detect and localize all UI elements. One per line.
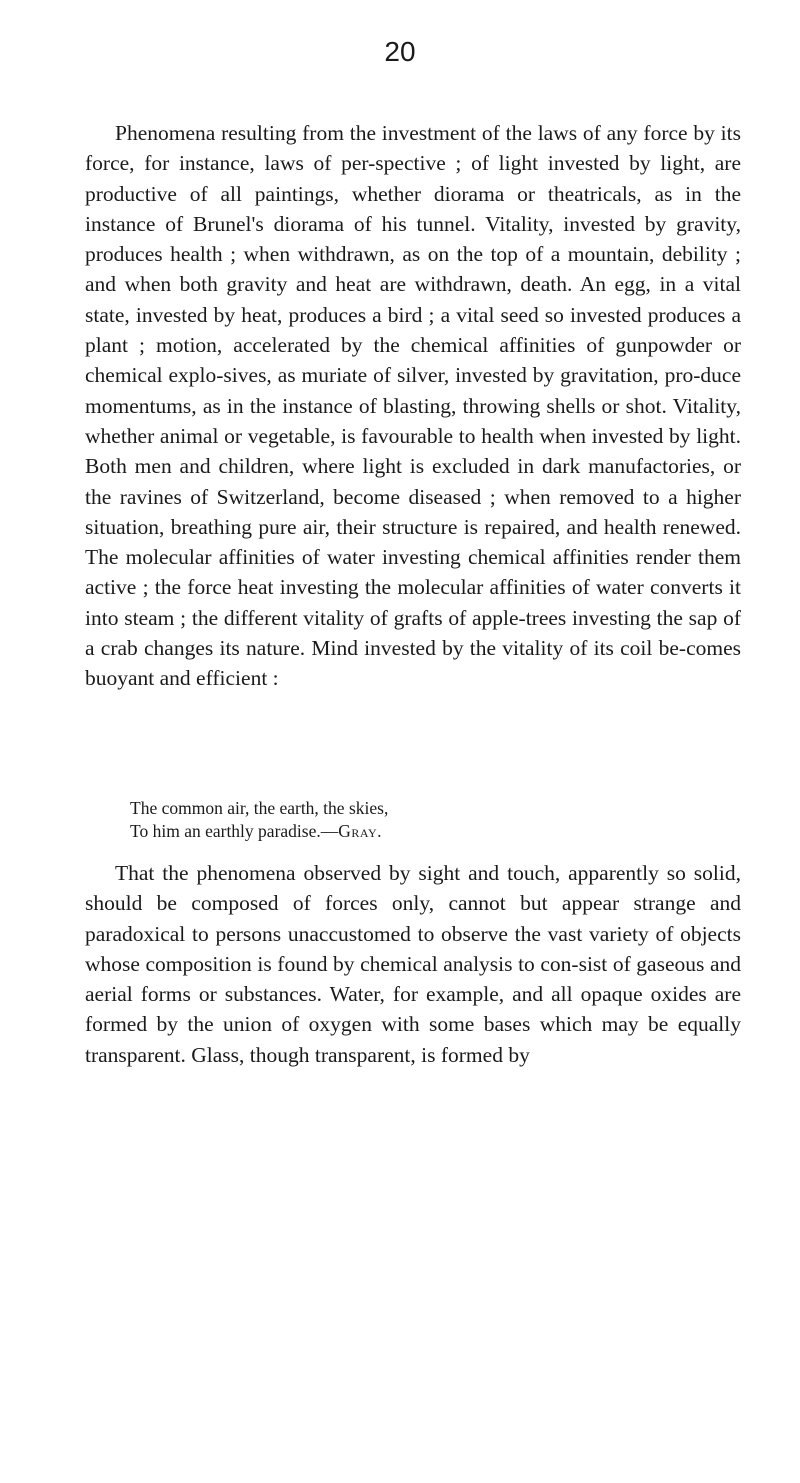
quote-line-2 [130, 820, 730, 843]
quote-line-1: The common air, the earth, the skies, [130, 798, 389, 818]
page-number: 20 [384, 36, 416, 67]
poem-quotation [130, 797, 730, 843]
paragraph-sight-touch: That the phenomena observed by sight and touch, apparently so solid, should be composed of forces only, cannot but appear strange and paradoxical to persons unaccustomed to observe the vast variety of objects whose composition is found by chemical analysis to con-sist of gaseous and aerial forms or substances. Water, for example, and all opaque oxides are formed by the union of oxygen with some bases which may be equally transparent. Glass, though transparent, is formed by [85, 861, 741, 1067]
quote-attribution: Gray. [338, 821, 382, 841]
paragraph-phenomena: Phenomena resulting from the investment of the laws of any force by its force, for instance, laws of per-spective ; of light invested by light, are productive of all paintings, whether diorama or theatricals, as in the instance of Brunel's diorama of his tunnel. Vitality, invested by gravity, produces health ; when withdrawn, as on the top of a mountain, debility ; and when both gravity and heat are withdrawn, death. An egg, in a vital state, invested by heat, produces a bird ; a vital seed so invested produces a plant ; motion, accelerated by the chemical affinities of gunpowder or chemical explo-sives, as muriate of silver, invested by gravitation, pro-duce momentums, as in the instance of blasting, throwing shells or shot. Vitality, whether animal or vegetable, is favourable to health when invested by light. Both men and children, where light is excluded in dark manufactories, or the ravines of Switzerland, become diseased ; when removed to a higher situation, breathing pure air, their structure is repaired, and health renewed. The molecular affinities of water investing chemical affinities render them active ; the force heat investing the molecular affinities of water converts it into steam ; the different vitality of grafts of apple-trees investing the sap of a crab changes its nature. Mind invested by the vitality of its coil be-comes buoyant and efficient : [85, 121, 741, 691]
quote-line-2-text: To him an earthly paradise.— [130, 821, 339, 841]
